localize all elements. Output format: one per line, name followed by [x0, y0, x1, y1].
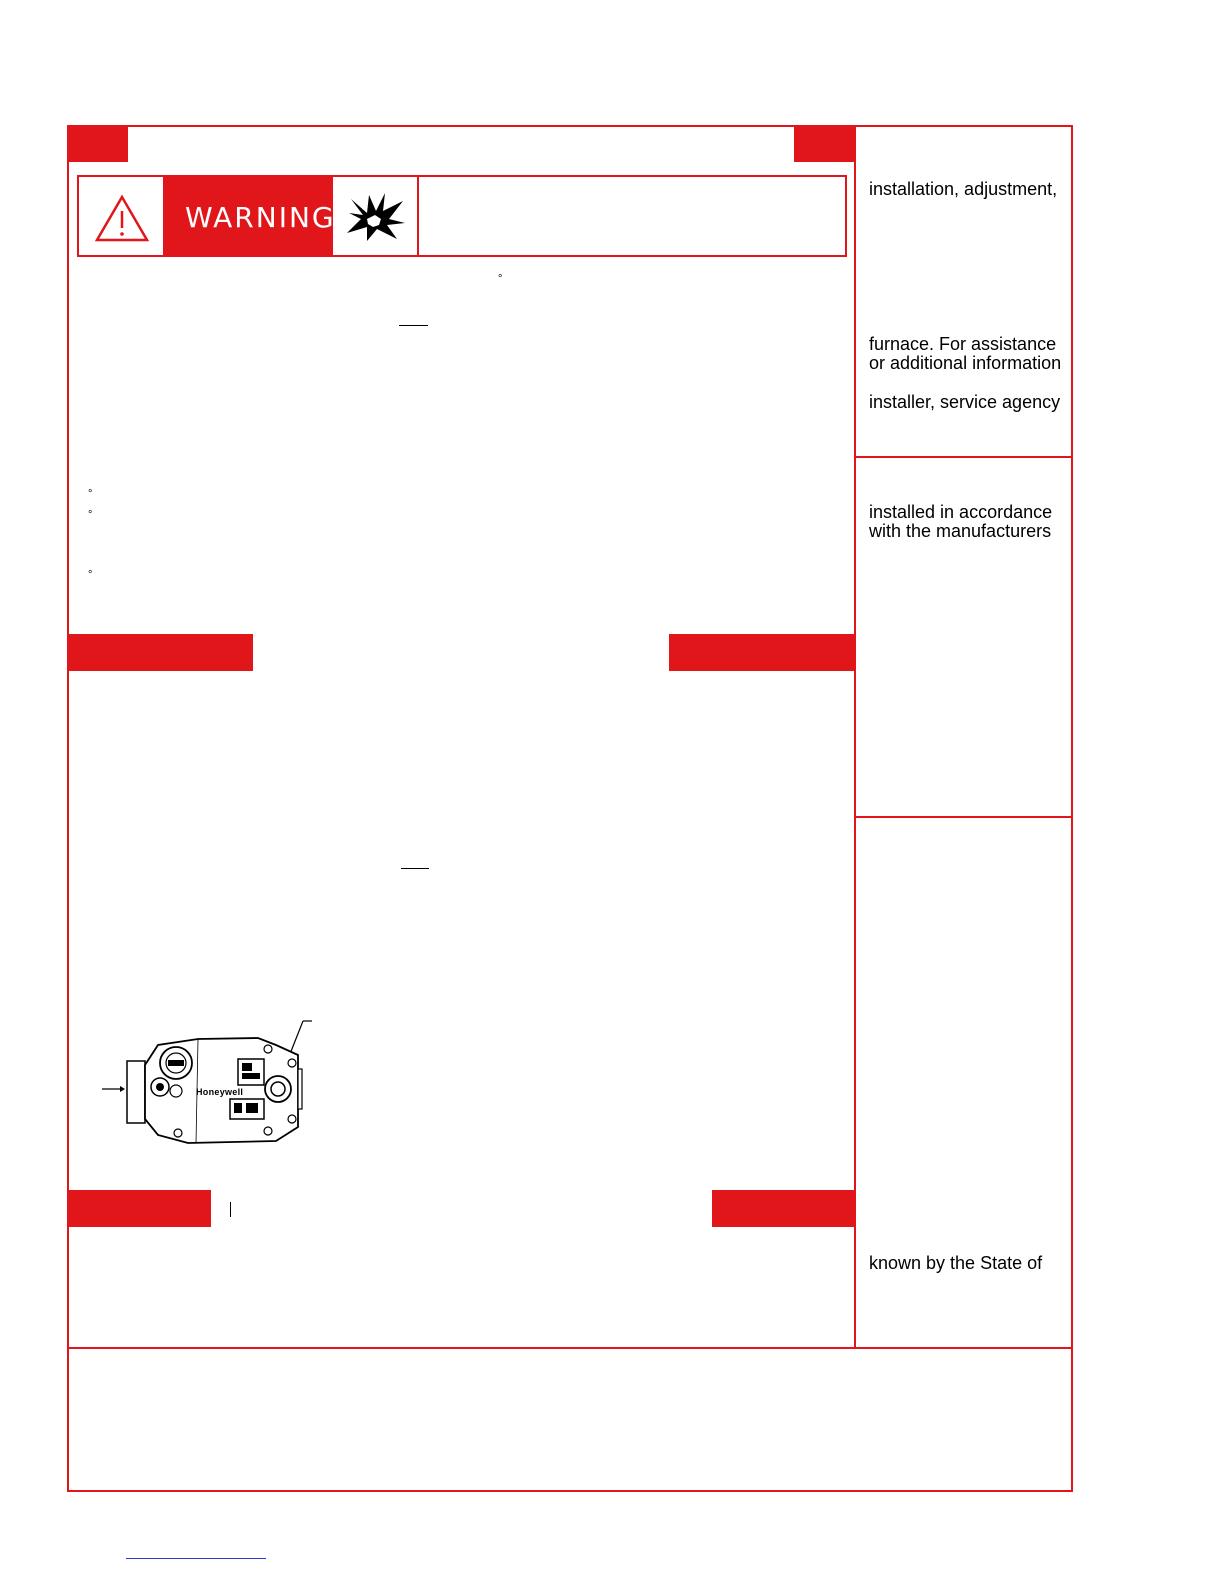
bullet-mark: ° [88, 569, 93, 581]
degree-mark: ° [498, 273, 503, 285]
explosion-icon [345, 191, 407, 243]
warning-box [77, 175, 847, 257]
sidebar-text-1: installation, adjustment, [869, 179, 1058, 199]
header-bar-right [794, 125, 855, 162]
sidebar-text-3: or additional information [869, 353, 1062, 373]
sidebar-divider-1 [855, 456, 1073, 458]
brand-label: Honeywell [196, 1087, 244, 1097]
warning-triangle-cell [79, 177, 165, 255]
sidebar-divider-2 [855, 816, 1073, 818]
header-bar-left [67, 125, 128, 162]
warning-label-cell [165, 177, 336, 255]
footer-divider [67, 1347, 1073, 1349]
sidebar-text-4: installer, service agency [869, 392, 1061, 412]
column-divider [854, 125, 856, 1348]
page-frame [67, 125, 1073, 1492]
underline-mark [401, 868, 429, 869]
section-bar-left-2 [67, 1190, 211, 1227]
text-cursor-mark [230, 1202, 231, 1217]
section-bar-right [669, 634, 855, 671]
underline-mark [399, 325, 428, 326]
bullet-mark: ° [88, 509, 93, 521]
footer-link[interactable] [126, 1558, 266, 1559]
gas-valve-illustration [98, 1015, 328, 1155]
section-bar-right-2 [712, 1190, 855, 1227]
sidebar-text-5: installed in accordance [869, 502, 1053, 522]
bullet-mark: ° [88, 488, 93, 500]
sidebar-text-7: known by the State of [869, 1253, 1043, 1273]
warning-label: WARNING [185, 201, 336, 234]
sidebar-text-6: with the manufacturers [869, 521, 1052, 541]
sidebar-text-2: furnace. For assistance [869, 334, 1057, 354]
explosion-cell [333, 177, 419, 255]
warning-triangle-icon [94, 194, 150, 244]
section-bar-left [67, 634, 253, 671]
